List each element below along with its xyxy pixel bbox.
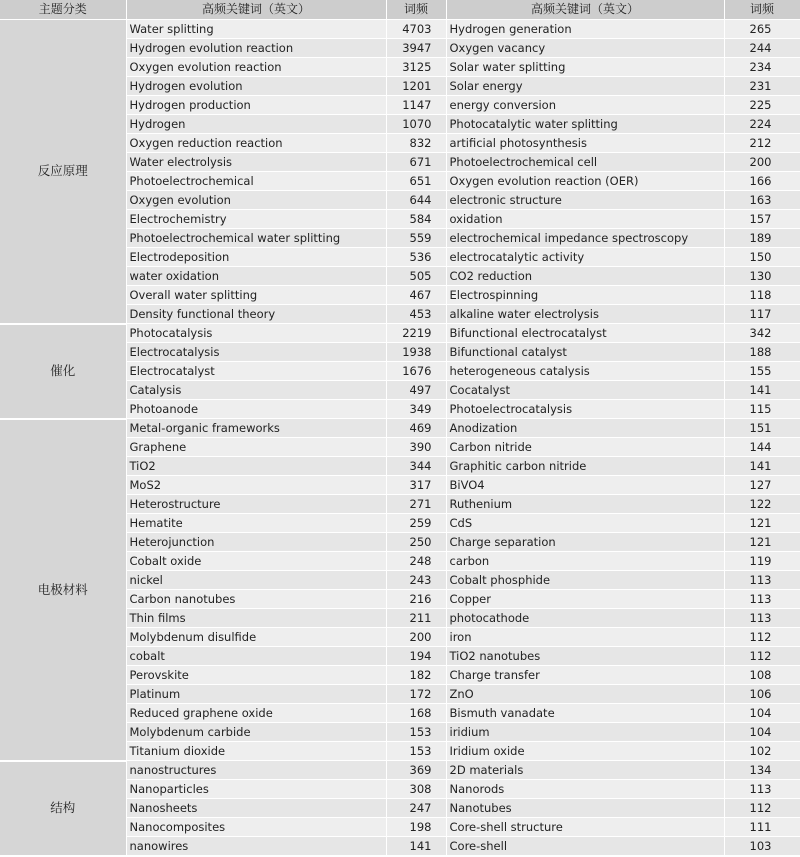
count-left: 832 [386,134,446,153]
table-row [0,324,800,343]
keyword-left: Graphene [126,438,386,457]
keyword-right: Solar energy [446,77,724,96]
count-right: 141 [724,381,800,400]
keyword-right: Oxygen vacancy [446,39,724,58]
keyword-right: Carbon nitride [446,438,724,457]
keyword-right: Core-shell structure [446,818,724,837]
count-right: 157 [724,210,800,229]
count-left: 344 [386,457,446,476]
count-right: 224 [724,115,800,134]
keyword-right: CdS [446,514,724,533]
keyword-right: Electrospinning [446,286,724,305]
count-left: 644 [386,191,446,210]
keyword-left: Catalysis [126,381,386,400]
count-right: 188 [724,343,800,362]
count-left: 1676 [386,362,446,381]
keyword-left: Overall water splitting [126,286,386,305]
keyword-left: nanostructures [126,761,386,780]
keyword-left: Cobalt oxide [126,552,386,571]
keyword-left: Platinum [126,685,386,704]
keyword-left: Hydrogen [126,115,386,134]
count-right: 141 [724,457,800,476]
keyword-right: BiVO4 [446,476,724,495]
keyword-right: 2D materials [446,761,724,780]
keyword-right: oxidation [446,210,724,229]
count-left: 211 [386,609,446,628]
keyword-right: Cocatalyst [446,381,724,400]
count-left: 2219 [386,324,446,343]
count-right: 231 [724,77,800,96]
count-right: 112 [724,799,800,818]
category-cell: 反应原理 [0,20,126,324]
count-left: 390 [386,438,446,457]
table-row [0,419,800,438]
header-keyword-right: 高频关键词（英文） [446,0,724,20]
count-right: 121 [724,514,800,533]
count-left: 200 [386,628,446,647]
keyword-right: CO2 reduction [446,267,724,286]
count-left: 182 [386,666,446,685]
keyword-left: Electrochemistry [126,210,386,229]
count-right: 122 [724,495,800,514]
category-cell: 电极材料 [0,419,126,761]
count-left: 168 [386,704,446,723]
keyword-left: Molybdenum carbide [126,723,386,742]
count-left: 172 [386,685,446,704]
count-left: 194 [386,647,446,666]
count-left: 1147 [386,96,446,115]
count-right: 112 [724,628,800,647]
keyword-right: Anodization [446,419,724,438]
keyword-right: Oxygen evolution reaction (OER) [446,172,724,191]
count-right: 225 [724,96,800,115]
keyword-right: photocathode [446,609,724,628]
count-left: 141 [386,837,446,856]
keyword-right: Ruthenium [446,495,724,514]
keyword-left: Thin films [126,609,386,628]
count-left: 1201 [386,77,446,96]
keyword-right: Charge separation [446,533,724,552]
count-left: 308 [386,780,446,799]
keyword-right: iridium [446,723,724,742]
count-right: 108 [724,666,800,685]
keyword-right: electrochemical impedance spectroscopy [446,229,724,248]
count-right: 118 [724,286,800,305]
keyword-right: artificial photosynthesis [446,134,724,153]
count-left: 584 [386,210,446,229]
count-right: 265 [724,20,800,39]
keyword-left: Reduced graphene oxide [126,704,386,723]
keyword-left: Hydrogen production [126,96,386,115]
keyword-left: Electrocatalyst [126,362,386,381]
keyword-left: Photoelectrochemical [126,172,386,191]
count-right: 150 [724,248,800,267]
keyword-left: water oxidation [126,267,386,286]
keyword-right: Nanotubes [446,799,724,818]
count-left: 453 [386,305,446,324]
count-left: 497 [386,381,446,400]
count-left: 216 [386,590,446,609]
keyword-right: Bismuth vanadate [446,704,724,723]
keyword-left: nanowires [126,837,386,856]
count-left: 243 [386,571,446,590]
keyword-left: cobalt [126,647,386,666]
keyword-right: Solar water splitting [446,58,724,77]
header-category: 主题分类 [0,0,126,20]
keyword-right: iron [446,628,724,647]
count-right: 113 [724,590,800,609]
count-right: 166 [724,172,800,191]
count-right: 163 [724,191,800,210]
keyword-right: Nanorods [446,780,724,799]
keyword-right: Photoelectrocatalysis [446,400,724,419]
keyword-left: Density functional theory [126,305,386,324]
keyword-left: Water splitting [126,20,386,39]
keyword-left: Nanosheets [126,799,386,818]
keyword-right: Hydrogen generation [446,20,724,39]
keyword-left: Photoelectrochemical water splitting [126,229,386,248]
count-left: 536 [386,248,446,267]
count-left: 3125 [386,58,446,77]
keyword-right: Bifunctional electrocatalyst [446,324,724,343]
keyword-right: carbon [446,552,724,571]
keyword-right: Bifunctional catalyst [446,343,724,362]
count-left: 469 [386,419,446,438]
count-right: 115 [724,400,800,419]
keyword-left: Photocatalysis [126,324,386,343]
count-left: 671 [386,153,446,172]
count-left: 505 [386,267,446,286]
keyword-right: Charge transfer [446,666,724,685]
keyword-left: Electrocatalysis [126,343,386,362]
count-right: 200 [724,153,800,172]
keyword-right: energy conversion [446,96,724,115]
count-right: 117 [724,305,800,324]
keyword-left: Hydrogen evolution [126,77,386,96]
count-left: 317 [386,476,446,495]
count-right: 155 [724,362,800,381]
count-right: 127 [724,476,800,495]
header-row [0,0,800,20]
count-right: 121 [724,533,800,552]
keyword-left: Metal-organic frameworks [126,419,386,438]
keyword-right: Graphitic carbon nitride [446,457,724,476]
count-right: 104 [724,704,800,723]
count-left: 153 [386,742,446,761]
keyword-left: Electrodeposition [126,248,386,267]
count-left: 248 [386,552,446,571]
count-right: 113 [724,571,800,590]
keyword-left: Carbon nanotubes [126,590,386,609]
keyword-right: Core-shell [446,837,724,856]
table-row [0,20,800,39]
count-left: 467 [386,286,446,305]
count-left: 259 [386,514,446,533]
count-right: 112 [724,647,800,666]
keyword-left: Hematite [126,514,386,533]
keyword-right: heterogeneous catalysis [446,362,724,381]
count-left: 3947 [386,39,446,58]
count-right: 104 [724,723,800,742]
keyword-right: alkaline water electrolysis [446,305,724,324]
count-right: 244 [724,39,800,58]
header-count-right: 词频 [724,0,800,20]
keyword-left: Titanium dioxide [126,742,386,761]
keyword-left: Oxygen evolution [126,191,386,210]
keyword-left: MoS2 [126,476,386,495]
keyword-right: Copper [446,590,724,609]
keyword-left: Heterostructure [126,495,386,514]
keyword-left: Molybdenum disulfide [126,628,386,647]
count-left: 247 [386,799,446,818]
table-header [0,0,800,20]
count-left: 369 [386,761,446,780]
keyword-left: Nanoparticles [126,780,386,799]
count-right: 102 [724,742,800,761]
header-count-left: 词频 [386,0,446,20]
category-cell: 结构 [0,761,126,856]
count-right: 113 [724,780,800,799]
header-keyword-left: 高频关键词（英文） [126,0,386,20]
count-left: 1938 [386,343,446,362]
keyword-left: Water electrolysis [126,153,386,172]
count-left: 1070 [386,115,446,134]
keyword-left: TiO2 [126,457,386,476]
count-right: 113 [724,609,800,628]
keyword-right: electronic structure [446,191,724,210]
count-right: 342 [724,324,800,343]
count-right: 144 [724,438,800,457]
count-left: 198 [386,818,446,837]
category-cell: 催化 [0,324,126,419]
count-left: 250 [386,533,446,552]
keyword-left: nickel [126,571,386,590]
keyword-right: Iridium oxide [446,742,724,761]
keyword-left: Nanocomposites [126,818,386,837]
count-right: 234 [724,58,800,77]
table-body [0,20,800,856]
count-left: 153 [386,723,446,742]
keyword-right: Photocatalytic water splitting [446,115,724,134]
count-right: 111 [724,818,800,837]
keyword-left: Oxygen evolution reaction [126,58,386,77]
keyword-left: Photoanode [126,400,386,419]
keyword-right: electrocatalytic activity [446,248,724,267]
count-left: 651 [386,172,446,191]
count-left: 349 [386,400,446,419]
keyword-right: TiO2 nanotubes [446,647,724,666]
keyword-left: Heterojunction [126,533,386,552]
count-right: 103 [724,837,800,856]
keyword-right: Photoelectrochemical cell [446,153,724,172]
count-right: 151 [724,419,800,438]
count-right: 106 [724,685,800,704]
count-right: 119 [724,552,800,571]
keyword-left: Hydrogen evolution reaction [126,39,386,58]
keyword-left: Perovskite [126,666,386,685]
count-right: 130 [724,267,800,286]
count-left: 271 [386,495,446,514]
count-right: 189 [724,229,800,248]
keyword-right: ZnO [446,685,724,704]
count-right: 134 [724,761,800,780]
table-row [0,761,800,780]
count-left: 4703 [386,20,446,39]
keyword-right: Cobalt phosphide [446,571,724,590]
count-left: 559 [386,229,446,248]
keyword-left: Oxygen reduction reaction [126,134,386,153]
count-right: 212 [724,134,800,153]
